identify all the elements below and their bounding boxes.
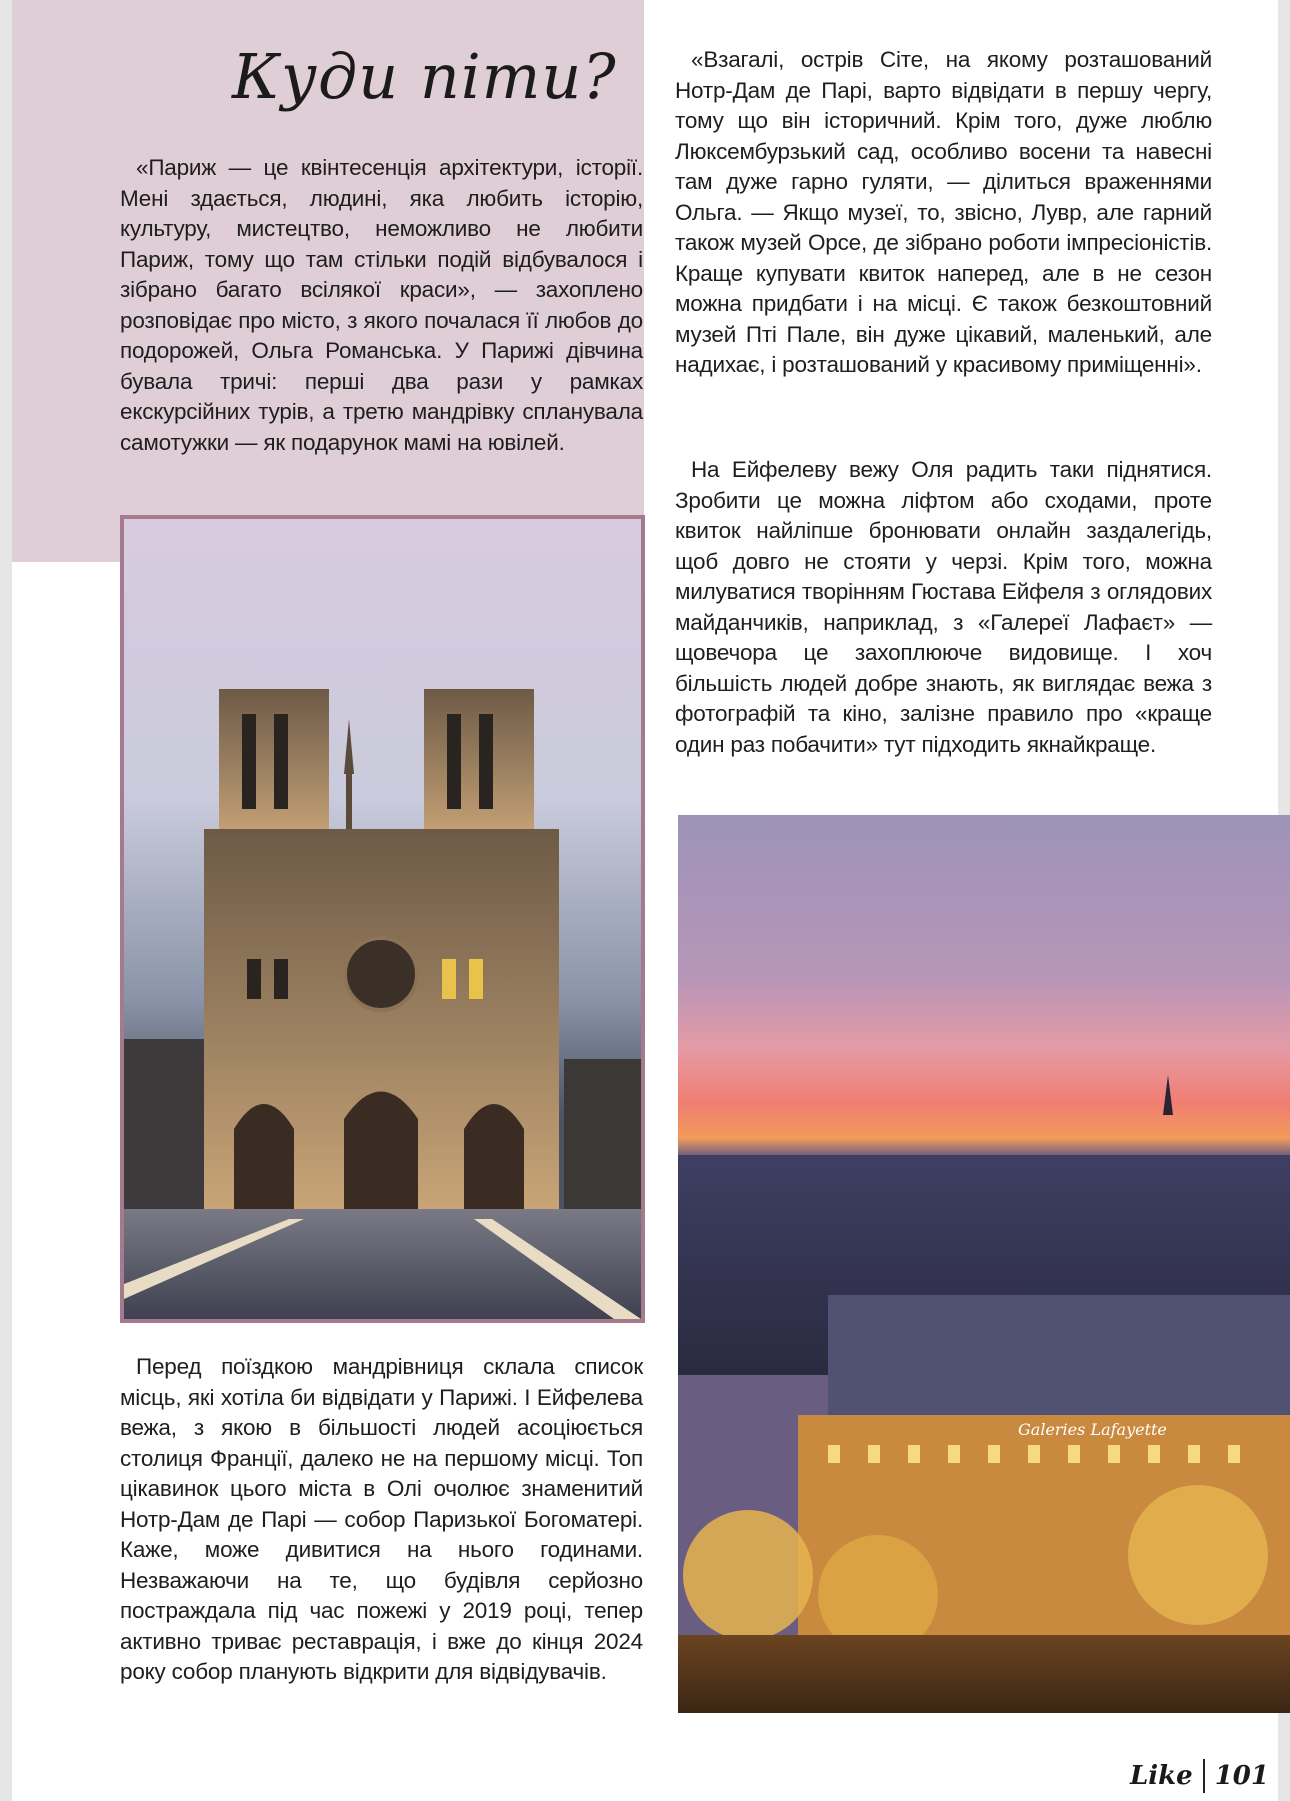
left-buildings [124, 1039, 204, 1209]
notre-dame-photo [120, 515, 645, 1323]
magazine-name: Like [1130, 1761, 1193, 1791]
bottom-left-paragraph: Перед поїздкою мандрівниця склала список місць, які хотіла би відвідати у Парижі. І Ейфелева вежа, з якою в більшості людей асоціюється столиця Франції, далеко не на першому місці. Топ цікавинок цього міста в Олі очолює знаменитий Нотр-Дам де Парі — собор Паризької Богоматері. Каже, може дивитися на нього годинами. Незважаючи на те, що будівля серйозно постраждала під час пожежі у 2019 році, тепер активно триває реставрація, і вже до кінця 2024 року собор планують відкрити для відвідувачів. [120, 1354, 643, 1684]
lit-tree-right [1128, 1485, 1268, 1625]
intro-paragraph: «Париж — це квінтесенція архітектури, історії. Мені здається, людині, яка любить історію, культуру, мистецтво, неможливо не любити Париж, тому що там стільки подій відбувалося і зібрано багато всілякої краси», — захоплено розповідає про місто, з якого почалася її любов до подорожей, Ольга Романська. У Парижі дівчина бувала тричі: перші два рази у рамках екскурсійних турів, а третю мандрівку спланувала самотужки — як подарунок мамі на ювілей. [120, 155, 643, 455]
street [678, 1635, 1290, 1713]
lafayette-roof [828, 1295, 1290, 1435]
footer-divider [1203, 1759, 1205, 1793]
right-paragraph-1: «Взагалі, острів Сіте, на якому розташований Нотр-Дам де Парі, варто відвідати в першу чергу, тому що він історичний. Крім того, дуже люблю Люксембурзький сад, особливо восени та навесні там дуже гарно гуляти, — ділиться враженнями Ольга. — Якщо музеї, то, звісно, Лувр, але гарний також музей Орсе, де зібрано роботи імпресіоністів. Краще купувати квиток наперед, але в не сезон можна придбати і на місці. Є також безкоштовний музей Пті Пале, він дуже цікавий, маленький, але надихає, і розташований у красивому приміщенні». [675, 47, 1212, 377]
page-footer [1130, 1756, 1269, 1796]
magazine-page [12, 0, 1278, 1801]
page-number: 101 [1214, 1761, 1269, 1791]
notre-dame-illustration [124, 519, 641, 1319]
right-buildings [564, 1059, 641, 1209]
lit-tree-left [683, 1510, 813, 1640]
page-title: Куди піти? [232, 40, 617, 113]
galeries-lafayette-photo [678, 815, 1290, 1713]
right-paragraph-2: На Ейфелеву вежу Оля радить таки піднятися. Зробити це можна ліфтом або сходами, проте квиток найліпше бронювати онлайн заздалегідь, щоб довго не стояти у черзі. Крім того, можна милуватися творінням Гюстава Ейфеля з оглядових майданчиків, наприклад, з «Галереї Лафаєт» — щовечора це захоплююче видовище. І хоч більшість людей добре знають, як виглядає вежа з фотографій та кіно, залізне правило про «краще один раз побачити» тут підходить якнайкраще. [675, 457, 1212, 757]
lafayette-sign: Galeries Lafayette [1018, 1420, 1167, 1439]
paris-sunset-illustration [678, 815, 1290, 1713]
